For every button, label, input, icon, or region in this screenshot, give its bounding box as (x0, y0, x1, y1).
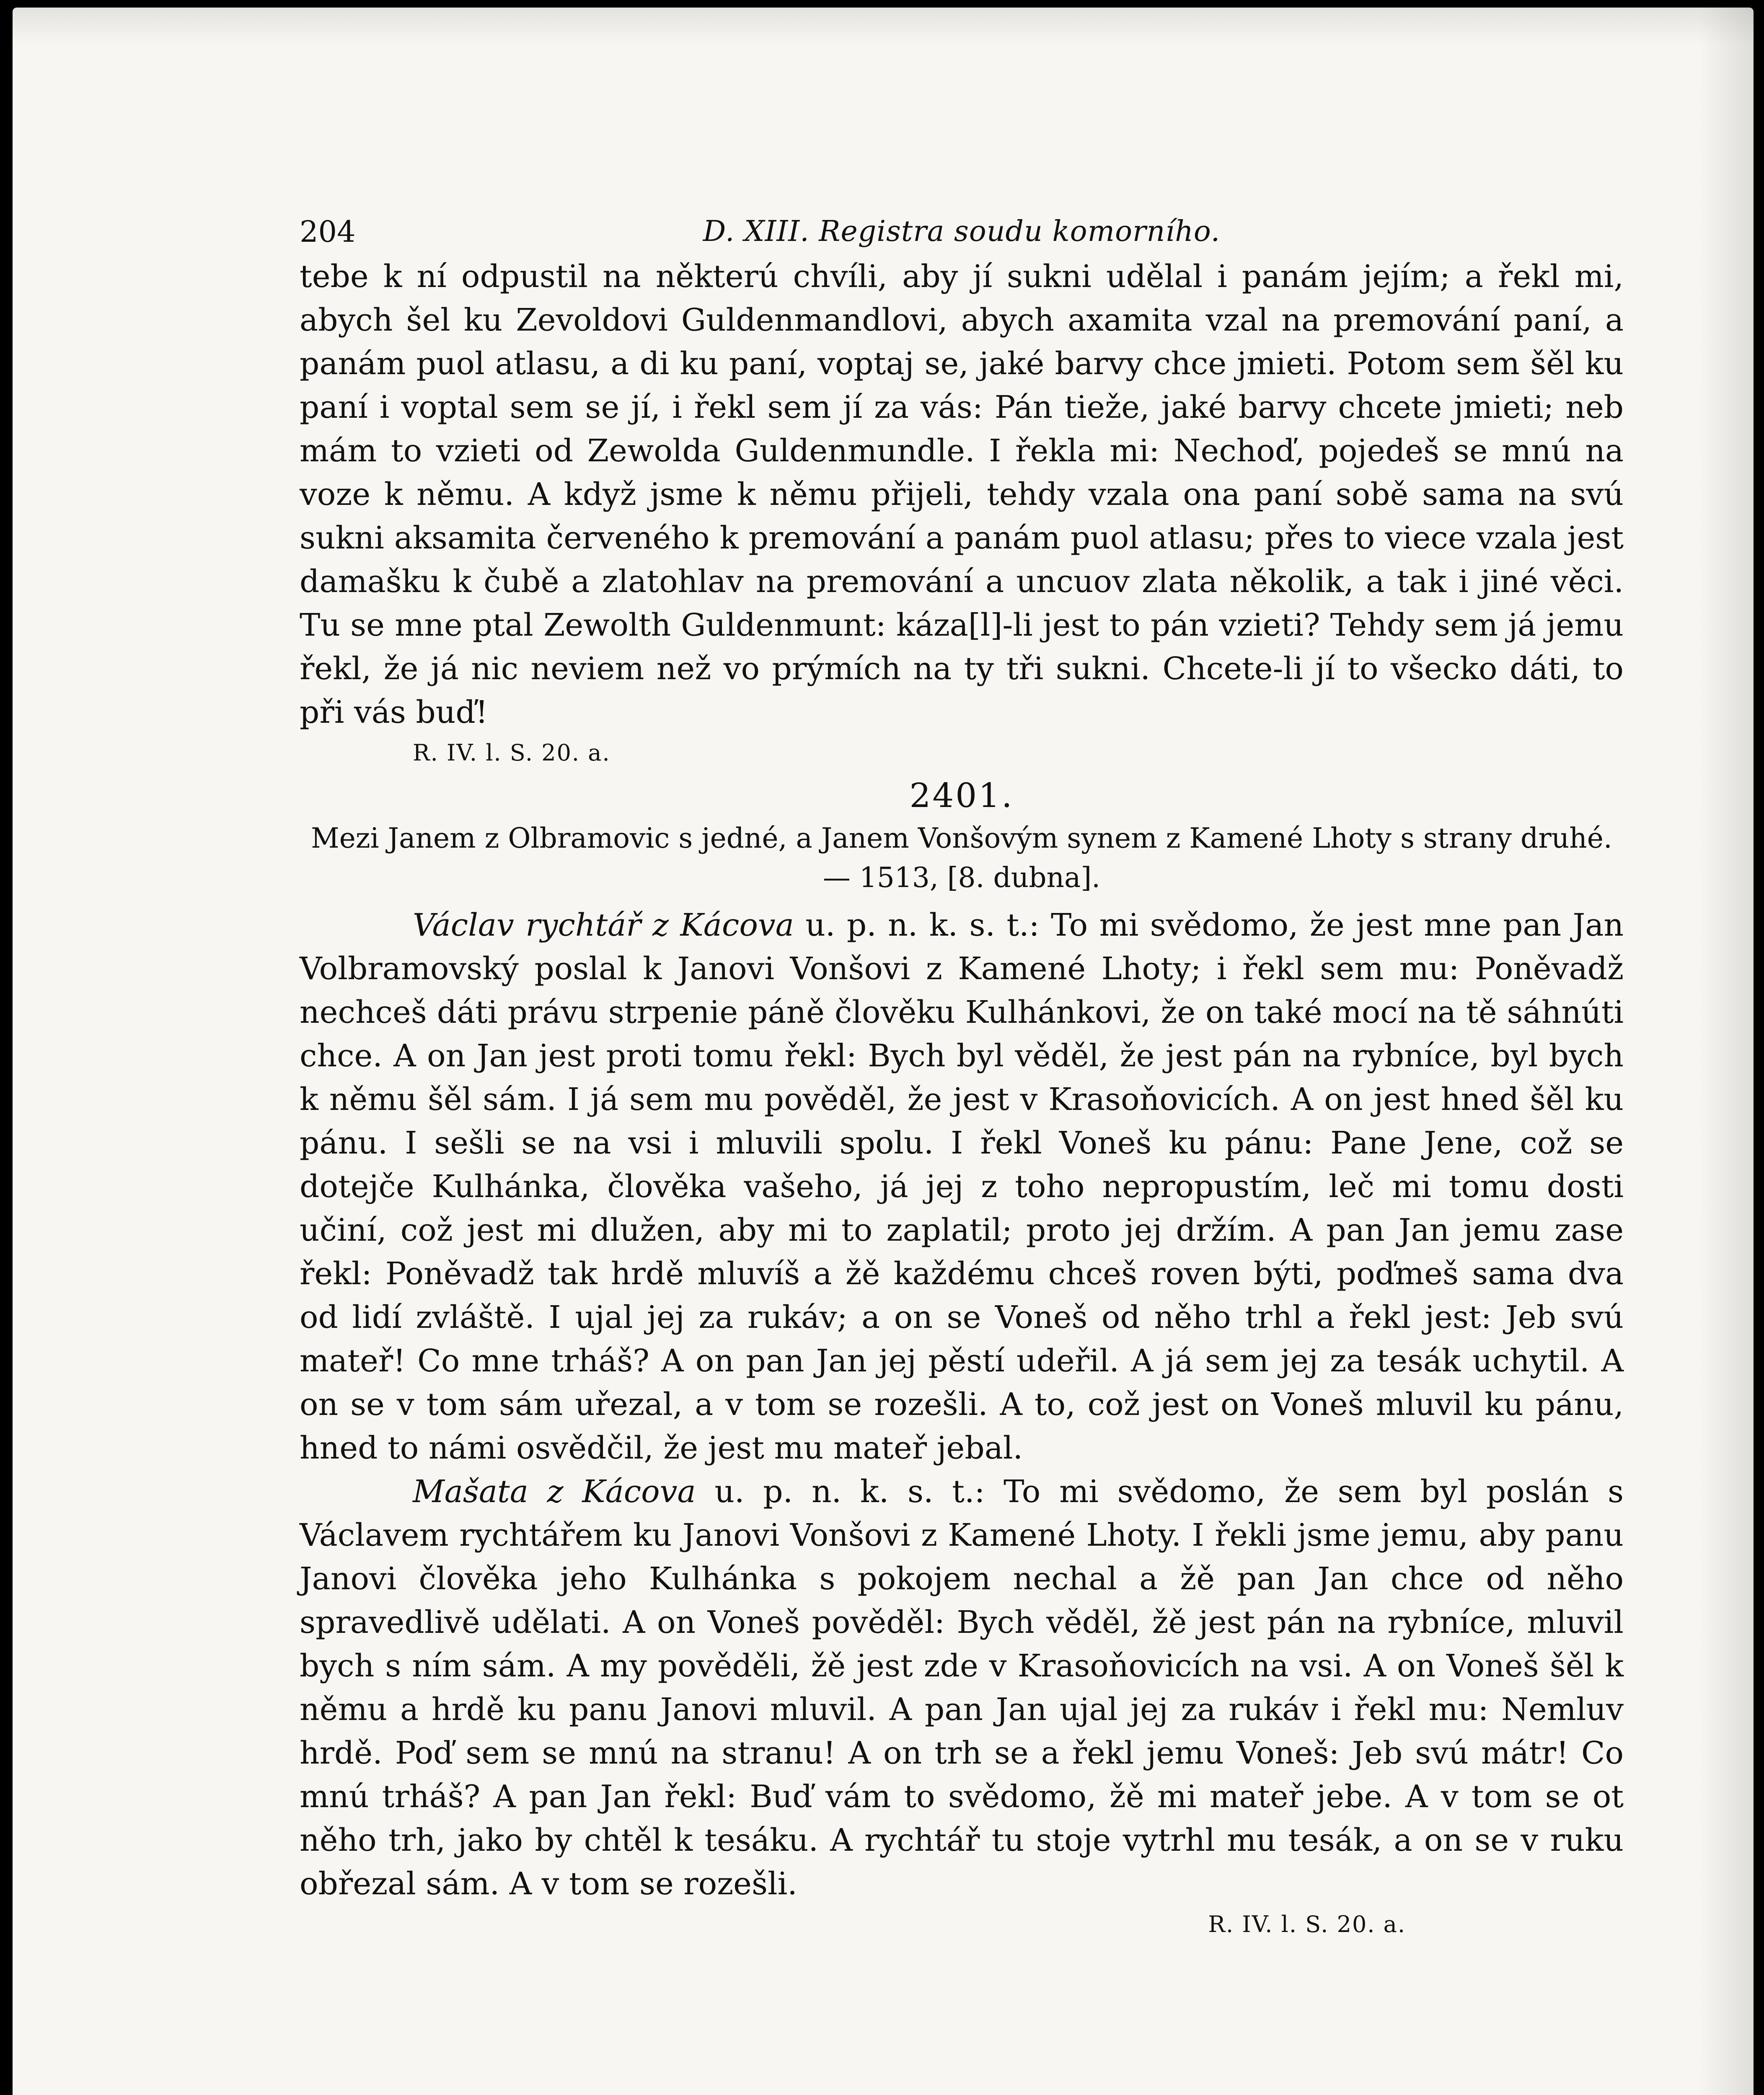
testimony-paragraph (300, 903, 1624, 1470)
running-title: D. XIII. Registra soudu komorního. (703, 215, 1221, 248)
page-shadow-gutter (1699, 8, 1754, 2095)
testimony-text: u. p. n. k. s. t.: To mi svědomo, že jest mne pan Jan Volbramovský poslal k Janovi Vonšovi z Kamené Lhoty; i řekl sem mu: Poněvadž nechceš dáti právu strpenie páně člověku Kulhánkovi, že on také mocí na tě sáhnúti chce. A on Jan jest proti tomu řekl: Bych byl věděl, že jest pán na rybníce, byl bych k němu šěl sám. I já sem mu pověděl, že jest v Krasoňovicích. A on jest hned šěl ku pánu. I sešli se na vsi i mluvili spolu. I řekl Voneš ku pánu: Pane Jene, což se dotejče Kulhánka, člověka vašeho, já jej z toho nepropustím, leč mi tomu dosti učiní, což jest mi dlužen, aby mi to zaplatil; proto jej držím. A pan Jan jemu zase řekl: Poněvadž tak hrdě mluvíš a žě každému chceš roven býti, poďmeš sama dva od lidí zvláště. I ujal jej za rukáv; a on se Voneš od něho trhl a řekl jest: Jeb svú mateř! Co mne trháš? A on pan Jan jej pěstí udeřil. A já sem jej za tesák uchytil. A on se v tom sám uřezal, a v tom se rozešli. A to, což jest on Voneš mluvil ku pánu, hned to námi osvědčil, že jest mu mateř jebal. (300, 907, 1624, 1466)
entry-heading: Mezi Janem z Olbramovic s jedné, a Janem Vonšovým synem z Kamené Lhoty s strany druhé. — 1513, [8. dubna]. (311, 822, 1612, 894)
testimony-1 (300, 903, 1624, 1470)
testimony-speaker: Václav rychtář z Kácova (413, 907, 794, 943)
entry-number: 2401. (909, 776, 1014, 815)
source-reference: R. IV. l. S. 20. a. (413, 740, 610, 766)
testimony-2 (300, 1470, 1624, 1943)
running-head (300, 209, 1624, 255)
source-reference: R. IV. l. S. 20. a. (1208, 1911, 1406, 1937)
testimony-speaker: Mašata z Kácova (413, 1474, 696, 1510)
page-content (300, 209, 1624, 1943)
testimony-text: u. p. n. k. s. t.: To mi svědomo, že sem byl poslán s Václavem rychtářem ku Janovi Vonšovi z Kamené Lhoty. I řekli jsme jemu, aby panu Janovi člověka jeho Kulhánka s pokojem nechal a žě pan Jan chce od něho spravedlivě udělati. A on Voneš pověděl: Bych věděl, žě jest pán na rybníce, mluvil bych s ním sám. A my pověděli, žě jest zde v Krasoňovicích na vsi. A on Voneš šěl k němu a hrdě ku panu Janovi mluvil. A pan Jan ujal jej za rukáv i řekl mu: Nemluv hrdě. Poď sem se mnú na stranu! A on trh se a řekl jemu Voneš: Jeb svú mátr! Co mnú trháš? A pan Jan řekl: Buď vám to svědomo, žě mi mateř jebe. A v tom se ot něho trh, jako by chtěl k tesáku. A rychtář tu stoje vytrhl mu tesák, a on se v ruku obřezal sám. A v tom se rozešli. (300, 1474, 1624, 1902)
page-number: 204 (300, 215, 356, 249)
book-page (13, 8, 1754, 2095)
page-shadow-top (13, 8, 1754, 45)
testimony-paragraph (300, 1470, 1624, 1906)
continuation-paragraph: tebe k ní odpustil na některú chvíli, aby jí sukni udělal i panám jejím; a řekl mi, abych šel ku Zevoldovi Guldenmandlovi, abych axamita vzal na premování paní, a panám puol atlasu, a di ku paní, voptaj se, jaké barvy chce jmieti. Potom sem šěl ku paní i voptal sem se jí, i řekl sem jí za vás: Pán tieže, jaké barvy chcete jmieti; neb mám to vzieti od Zewolda Guldenmundle. I řekla mi: Nechoď, pojedeš se mnú na voze k němu. A když jsme k němu přijeli, tehdy vzala ona paní sobě sama na svú sukni aksamita červeného k premování a panám puol atlasu; přes to viece vzala jest damašku k čubě a zlatohlav na premování a uncuov zlata několik, a tak i jiné věci. Tu se mne ptal Zewolth Guldenmunt: káza[l]-li jest to pán vzieti? Tehdy sem já jemu řekl, že já nic neviem než vo prýmích na ty tři sukni. Chcete-li jí to všecko dáti, to při vás buď! (300, 259, 1624, 730)
